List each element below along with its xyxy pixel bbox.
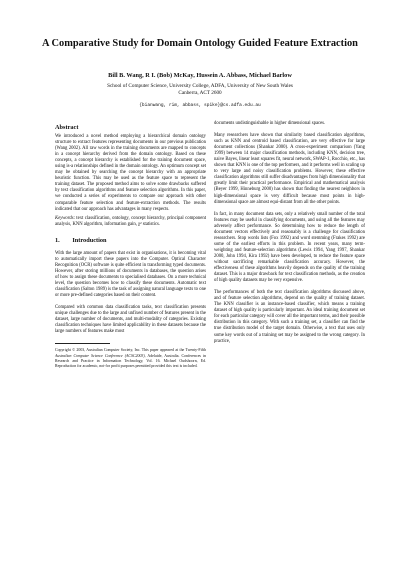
right-paragraph-0: documents undistinguishable in higher dimensional spaces. [214,121,326,126]
abstract-heading: Abstract [55,124,79,131]
right-column [214,121,365,345]
footnote-text-1: Copyright © 2003, Australian Computer Society, Inc. This paper appeared at the Twenty-Fifth [55,348,206,353]
author-list: Bill B. Wang, R I. (Bob) McKay, Hussein A. Abbass, Michael Barlow [108,72,292,79]
footnote-venue: Australian Computer Science Conference (ACSC2003) [55,353,145,358]
right-paragraph-2: In fact, in many document data sets, only a relatively small number of the total features may be useful in classifying documents, and using all the features may adversely affect performance. So determining how to reduce the length of document vectors effectively and reasonably is a challenge for classification researchers. Stop words lists (Fox 1992) and word stemming (Frakes 1992) are some of the earliest efforts in this problem. In recent years, many term-weighting and feature-selection algorithms (Lewis 1994, Yang 1997, Shankar 2000, John 1994, Kira 1992) have been developed, to reduce the feature space without sacrificing remarkable classification accuracy. However, the effectiveness of these algorithms heavily depends on the quality of the training dataset. This is a major drawback for text classification methods, as the creation of high quality datasets may be very expensive. [214,211,365,284]
abstract-text: We introduced a novel method employing a hierarchical domain ontology structure to extract features representing documents in our previous publication (Wang 2002). All raw words in the training documents are mapped to concepts in a concept hierarchy derived from the domain ontology. Based on these concepts, a concept hierarchy is established for the training document space, using is-a relationships defined in the domain ontology. An optimum concept set may be obtained by searching the concept hierarchy with an appropriate heuristic function. This may be used as the feature space to represent the training dataset. The proposed method aims to solve some drawbacks suffered by text classification algorithms and feature selection algorithms. In this paper, we conducted a series of experiments to compare our approach with other comparable feature selection and feature-extraction methods. The results indicated that our approach has advantages in many respects. [55,134,206,212]
author-emails: {bianwang, rim, abbass, spike}@cs.adfa.edu.au [139,103,261,108]
right-paragraph-1: Many researchers have shown that similarity based classification algorithms, such as KNN and centroid based classification, are very effective for large document collections (Shankar 2000). A cross-experiment comparison (Yang 1999) between 14 major classification methods, including KNN, decision tree, naive Bayes, linear least squares fit, neural network, SWAP-1, Rocchio, etc., has shown that KNN is one of the top performers, and it performs well in scaling up to very large and noisy classification problems. However, these effective classification algorithms still suffer disadvantages from high dimensionality that greatly limit their practical performance. Empirical and mathematical analysis (Beyer 1999, Hinneburg 2000) has shown that finding the nearest neighbors in high-dimensional space is very difficult because most points in high-dimensional space are almost equi-distant from all the other points. [214,133,365,205]
footnote-text-2: , Adelaide, Australia. Conferences in Research and Practice in Information Technology, Vol. 16. Michael Oudshoorn, Ed. Reproduction for academic, not-for profit purposes permitted provided this text is included. [55,353,206,369]
affiliation [20,83,380,98]
keywords [55,216,206,228]
keywords-label: Keywords [55,215,74,221]
paper-title: A Comparative Study for Domain Ontology Guided Feature Extraction [42,38,358,49]
left-column [55,121,206,370]
right-paragraph-3: The performances of both the text classification algorithms discussed above, and of feature selection algorithms, depend on the quality of training dataset. The KNN classifier is an instance-based classifier, which means a training dataset of high quality is particularly important. An ideal training document set for each particular category will cover all the important terms, and their possible distribution in this category. With such a training set, a classifier can find the true distribution model of the target domain. Otherwise, a text that uses only some key words out of a training set may be assigned to the wrong category. In practice, [214,290,365,344]
affiliation-line-city: Canberra, ACT 2600 [178,90,222,97]
copyright-footnote [55,348,206,369]
intro-paragraph-1: With the large amount of papers that exist in organisations, it is becoming vital to automatically import these papers into the Computer. Optical Character Recognition (OCR) software is quite efficient in transforming typed documents. However, after storing millions of documents in databases, the question arises of how to assign these documents to specialised databases. On a more technical level, the question becomes how to classify these documents. Automatic text classification (Salton 1989) is the task of assigning natural language texts to one or more pre-defined categories based on their content. [55,250,206,299]
keywords-text: : text classification, ontology, concept hierarchy, principal component analysis, KNN algorithm, information gain, χ² statistics. [55,215,206,227]
footnote-rule [55,343,110,344]
section-heading-introduction: 1. Introduction [55,236,107,244]
affiliation-line-school: School of Computer Science, University College, ADFA, University of New South Wales [107,83,293,89]
intro-paragraph-2: Compared with common data classification tasks, text classification presents unique challenges due to the large and unfixed number of features present in the dataset, large number of documents, and multi-modality of categories. Existing classification techniques have limited applicability in these datasets because the large numbers of features make most [55,305,206,335]
